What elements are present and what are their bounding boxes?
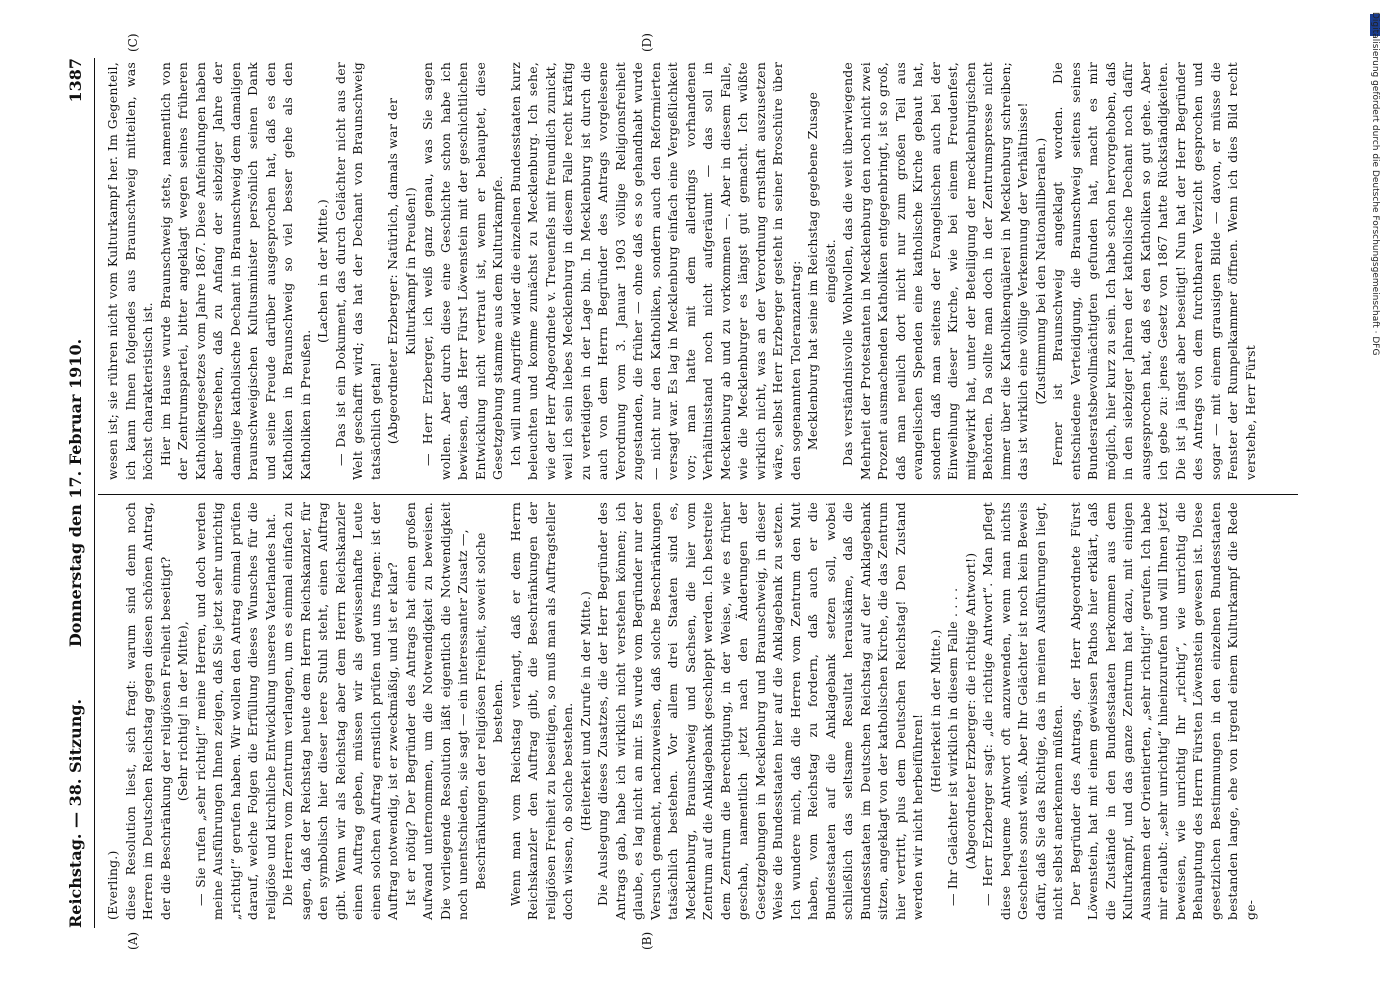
paragraph: (Everling.) [105, 850, 120, 920]
right-column [104, 62, 1259, 480]
paragraph: Ich will nun Angriffe wider die einzelnen Bundesstaaten kurz beleuchten und komme zunächst zu Mecklenburg. Ich sehe, wie der Herr Abgeordnete v. Treuenfels mit freundlich zunickt, weil ich sein liebes Mecklenburg in diesem Falle recht kräftig zu verteidigen in der Lage bin. In Mecklenburg ist durch die auch von dem Herrn Begründer des Antrags vorgelesene Verordnung vom 3. Januar 1903 völlige Religionsfreiheit zugestanden, die früher — ohne daß es so gehandhabt wurde — nicht nur den Katholiken, sondern auch den Reformierten versagt war. Es lag in Mecklenburg einfach eine Vergeßlichkeit vor; man hatte mit dem allerdings vorhandenen Verhältnisstand noch nicht aufgeräumt — das soll in Mecklenburg ab und zu vorkommen —. Aber in diesem Falle, wie die Mecklenburger es längst gut gemacht. Ich wüßte wirklich nicht, was an der Verordnung ernsthaft auszusetzen wäre, selbst Herr Erzberger gesteht in seiner Broschüre über den sogenannten Toleranzantrag: [507, 62, 803, 480]
paragraph: (Heiterkeit und Zurufe in der Mitte.) [577, 590, 593, 832]
page-header [62, 58, 92, 928]
paragraph: Beschränkungen der religiösen Freiheit, soweit solche bestehen. [472, 532, 505, 890]
paragraph: — Herr Erzberger, ich weiß ganz genau, was Sie sagen wollen. Aber durch diese eine Geschichte schon habe ich bewiesen, daß Herr Fürst Löwenstein mit der geschichtlichen Entwicklung nicht vertraut ist, wenn er behauptet, diese Gesetzgebung stamme aus dem Kulturkampfe. [420, 62, 505, 480]
header-center: Donnerstag den 17. Februar 1910. [66, 338, 85, 648]
header-rule [94, 58, 95, 928]
paragraph: — Ihr Gelächter ist wirklich in diesem Falle . . . . [945, 587, 960, 906]
margin-mark-b: (B) [640, 931, 654, 950]
paragraph: — Das ist ein Dokument, das durch Gelächter nicht aus der Welt geschafft wird; das hat der Dechant von Braunschweig tatsächlich getan! [332, 62, 383, 480]
paragraph: Die Auslegung dieses Zusatzes, die der Herr Begründer des Antrags gab, habe ich wirklich nicht verstehen können; ich glaube, es lag nicht an mir. Es wurde vom Begründer nur der Versuch gemacht, nachzuweisen, daß solche Beschränkungen tatsächlich bestehen. Vor allem drei Staaten sind es, Mecklenburg, Braunschweig und Sachsen, die hier vom Zentrum auf die Anklagebank geschleppt werden. Ich bestreite dem Zentrum die Berechtigung, in der Weise, wie es früher geschah, namentlich jetzt nach den Änderungen der Gesetzgebungen in Mecklenburg und Braunschweig, in dieser Weise die Bundesstaaten hier auf die Anklagebank zu setzen. Ich wundere mich, daß die Herren vom Zentrum den Mut haben, vom Reichstag zu fordern, daß auch er die Bundesstaaten auf die Anklagebank setzen soll, wobei schließlich das seltsame Resultat herauskäme, daß die Bundesstaaten im Deutschen Reichstag auf der Anklagebank sitzen, angeklagt von der katholischen Kirche, die das Zentrum hier vertritt, plus dem Deutschen Reichstag! Den Zustand werden wir nicht herbeiführen! [595, 502, 925, 920]
paragraph: (Sehr richtig! in der Mitte), [175, 620, 190, 802]
paragraph: — Herr Erzberger sagt: „die richtige Antwort“. Man pflegt diese bequeme Antwort oft anzuwenden, wenn man nichts Gescheites sonst weiß. Aber Ihr Gelächter ist noch kein Beweis dafür, daß Sie das Richtige, das in meinen Ausführungen liegt, nicht selbst anerkennen müßten. [980, 502, 1065, 920]
paragraph: Mecklenburg hat seine im Reichstag gegebene Zusage eingelöst. [805, 91, 838, 451]
paragraph: Ist er nötig? Der Begründer des Antrags hat einen großen Aufwand unternommen, um die Notwendigkeit zu beweisen. Die vorliegende Resolution läßt eigentlich die Notwendigkeit noch unentschieden, sie sagt — ein interessanter Zusatz —, [402, 502, 470, 920]
margin-mark-a: (A) [126, 931, 140, 950]
paragraph: Ferner ist Braunschweig angeklagt worden. Die entschiedene Verteidigung, die Braunschweig seitens seines Bundesratsbevollmächtigten gefunden hat, macht es mir möglich, hier kurz zu sein. Ich habe schon hervorgehoben, daß in den siebziger Jahren der katholische Dechant noch dafür ausgesprochen hat, daß es den Katholiken so gut gehe. Aber ich gebe zu: jenes Gesetz von 1867 hatte Rückständigkeiten. Die ist ja längst aber beseitigt! Nun hat der Herr Begründer des Antrags von dem furchtbaren Verzicht gesprochen und sogar — mit einem grausigen Bilde — davon, er müsse die Fenster der Rumpelkammer öffnen. Wenn ich dies Bild recht verstehe, Herr Fürst [1050, 62, 1258, 480]
left-column [104, 502, 1259, 920]
column-divider [98, 494, 1298, 495]
paragraph: Das verständnisvolle Wohlwollen, das die weit überwiegende Mehrheit der Protestanten in Mecklenburg den noch nicht zwei Prozent ausmachenden Katholiken entgegenbringt, ist so groß, daß man neulich dort nicht nur zum großen Teil aus evangelischen Spenden eine katholische Kirche gebaut hat, sondern daß man seitens der Evangelischen auch bei der Einweihung dieser Kirche, wie bei einem Freudenfest, mitgewirkt hat, unter der Beteiligung der mecklenburgischen Behörden. Da sollte man doch in der Zentrumspresse nicht immer über die Katholikenquälerei in Mecklenburg schreiben; das ist wirklich eine völlige Verkennung der Verhältnisse! [840, 62, 1030, 480]
digitization-credit [1366, 12, 1380, 992]
paragraph: (Lachen in der Mitte.) [315, 199, 330, 343]
paragraph: (Abgeordneter Erzberger: die richtige Antwort!) [962, 552, 978, 870]
paragraph: diese Resolution liest, sich fragt: warum sind denn noch Herren im Deutschen Reichstag gegen diesen schönen Antrag, der die Beschränkung der religiösen Freiheit beseitigt? [122, 502, 173, 920]
paragraph: Die Herren vom Zentrum verlangen, um es einmal einfach zu sagen, daß der Reichstag heute dem Herrn Reichskanzler, für den symbolisch hier dieser leere Stuhl steht, einen Auftrag gibt. Wenn wir als Reichstag aber dem Herrn Reichskanzler einen Auftrag geben, müssen wir als gewissenhafte Leute einen solchen Auftrag ernstlich prüfen und uns fragen: ist der Auftrag notwendig, ist er zweckmäßig, und ist er klar? [280, 502, 400, 920]
paragraph: Der Begründer des Antrags, der Herr Abgeordnete Fürst Löwenstein, hat mit einem gewissen Pathos hier erklärt, daß die Zustände in den Bundesstaaten herkommen aus dem Kulturkampf, und das ganze Zentrum hat dazu, mit einigen Ausnahmen der Orientierten, „sehr richtig!“ gerufen. Ich habe mir erlaubt: „sehr unrichtig“ hineinzurufen und will Ihnen jetzt beweisen, wie unrichtig Ihr „richtig“, wie unrichtig die Behauptung des Herrn Fürsten Löwenstein gewesen ist. Diese gesetzlichen Bestimmungen in den einzelnen Bundesstaaten bestanden lange, ehe von irgend einem Kulturkampf die Rede ge- [1067, 502, 1258, 920]
paragraph: (Abgeordneter Erzberger: Natürlich, damals war der Kulturkampf in Preußen!) [385, 97, 418, 445]
page-number: 1387 [66, 58, 85, 103]
paragraph: Hier im Hause wurde Braunschweig stets, namentlich von der Zentrumspartei, bitter angeklagt wegen seines früheren Katholikengesetzes vom Jahre 1867. Diese Anfeindungen haben aber übersehen, daß zu Anfang der siebziger Jahre der damalige katholische Dechant in Braunschweig dem damaligen braunschweigischen Kultusminister persönlich seinen Dank und seine Freude darüber ausgesprochen hat, daß es den Katholiken in Braunschweig so viel besser gehe als den Katholiken in Preußen. [157, 62, 313, 480]
paragraph: Wenn man vom Reichstag verlangt, daß er dem Herrn Reichskanzler den Auftrag gibt, die Beschränkungen der religiösen Freiheit zu beseitigen, so muß man als Auftragsteller doch wissen, ob solche bestehen. [507, 502, 575, 920]
margin-mark-c: (C) [126, 33, 140, 52]
credit-text: Digitalisierung gefördert durch die Deutsche Forschungsgemeinschaft · DFG [1370, 12, 1380, 356]
paragraph: — Sie rufen „sehr richtig!“ meine Herren, und doch werden meine Ausführungen Ihnen zeigen, daß Sie jetzt sehr unrichtig „richtig!“ gerufen haben. Wir wollen den Antrag einmal prüfen darauf, welche Folgen die Erfüllung dieses Wunsches für die religiöse und kirchliche Entwicklung unseres Vaterlandes hat. [192, 502, 278, 920]
paragraph: wesen ist; sie rühren nicht vom Kulturkampf her. Im Gegenteil, ich kann Ihnen folgendes aus Braunschweig mitteilen, was höchst charakteristisch ist. [105, 62, 155, 480]
margin-mark-d: (D) [640, 33, 654, 52]
paragraph: (Heiterkeit in der Mitte.) [927, 629, 943, 793]
paragraph: (Zustimmung bei den Nationalliberalen.) [1032, 137, 1048, 405]
header-left: Reichstag. — 38. Sitzung. [66, 698, 85, 928]
